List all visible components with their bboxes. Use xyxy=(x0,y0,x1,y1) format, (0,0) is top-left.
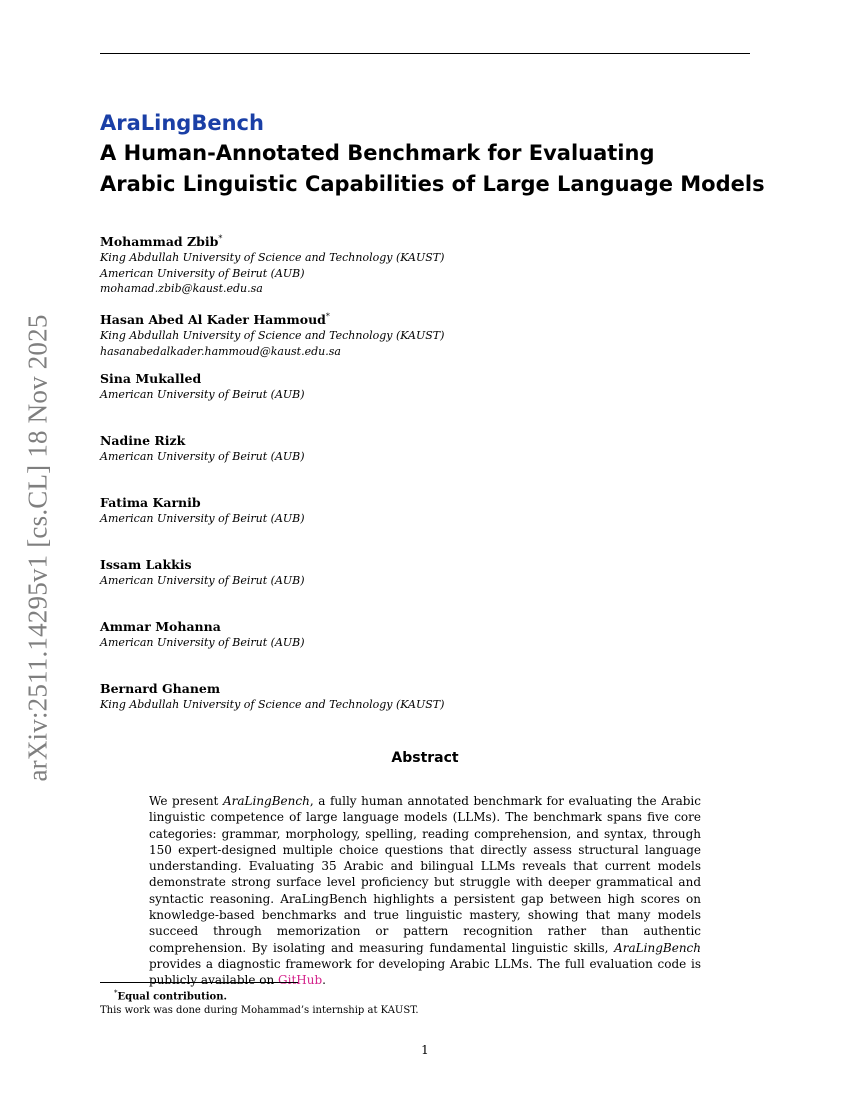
author-email: hasanabedalkader.hammoud@kaust.edu.sa xyxy=(100,344,341,358)
equal-contribution-mark: * xyxy=(218,234,223,243)
author-affiliation: King Abdullah University of Science and Technology (KAUST) xyxy=(100,698,445,711)
benchmark-name: AraLingBench xyxy=(222,794,310,808)
github-link[interactable]: GitHub xyxy=(278,973,323,988)
page-number: 1 xyxy=(421,1043,429,1057)
author-block xyxy=(100,230,700,308)
author-affiliation: American University of Beirut (AUB) xyxy=(100,574,305,587)
author-affiliation: American University of Beirut (AUB) xyxy=(100,512,305,525)
footnote-mark: * xyxy=(114,989,118,997)
abstract-body xyxy=(149,793,701,989)
abstract-text: We present xyxy=(149,794,223,808)
author-block xyxy=(100,556,700,618)
author-affiliation: King Abdullah University of Science and Technology (KAUST) xyxy=(100,329,445,343)
author-affiliation: American University of Beirut (AUB) xyxy=(100,636,305,649)
abstract-heading: Abstract xyxy=(391,750,459,766)
benchmark-name: AraLingBench xyxy=(614,940,701,955)
author-affiliation: American University of Beirut (AUB) xyxy=(100,266,305,280)
footnote-text: Equal contribution. xyxy=(117,991,227,1003)
author-name: Nadine Rizk xyxy=(100,433,186,448)
author-affiliation: American University of Beirut (AUB) xyxy=(100,450,305,463)
footnote-internship: This work was done during Mohammad’s internship at KAUST. xyxy=(100,1005,419,1017)
paper-title-name: AraLingBench xyxy=(100,111,264,135)
author-email: mohamad.zbib@kaust.edu.sa xyxy=(100,282,263,296)
author-name: Bernard Ghanem xyxy=(100,681,221,696)
abstract-text: provides a diagnostic framework for developing Arabic LLMs. The full evaluation code is publicly available on xyxy=(149,956,701,988)
author-affiliation: King Abdullah University of Science and Technology (KAUST) xyxy=(100,251,445,265)
footnotes xyxy=(100,986,419,1018)
abstract-text: . xyxy=(322,973,326,988)
author-block xyxy=(100,494,700,556)
author-name: Hasan Abed Al Kader Hammoud xyxy=(100,312,326,328)
footnote-equal-contribution xyxy=(100,986,419,1004)
title-block xyxy=(100,108,765,200)
footnote-rule xyxy=(100,982,298,983)
author-list xyxy=(100,230,700,713)
author-name: Fatima Karnib xyxy=(100,495,201,510)
arxiv-stamp: arXiv:2511.14295v1 [cs.CL] 18 Nov 2025 xyxy=(22,314,53,782)
author-name: Sina Mukalled xyxy=(100,371,202,386)
author-block xyxy=(100,308,700,370)
author-affiliation: American University of Beirut (AUB) xyxy=(100,388,305,401)
header-rule xyxy=(100,53,750,54)
author-name: Mohammad Zbib xyxy=(100,234,219,250)
author-name: Ammar Mohanna xyxy=(100,619,221,634)
abstract-text: , a fully human annotated benchmark for evaluating the Arabic linguistic competence of large language models (LLMs). The benchmark spans five core categories: grammar, morphology, spelling, reading comprehension, and syntax, through 150 expert-designed multiple choice questions that directly assess structural language understanding. Evaluating 35 Arabic and bilingual LLMs reveals that current models demonstrate strong surface level proficiency but struggle with deeper grammatical and syntactic reasoning. AraLingBench highlights a persistent gap between high scores on knowledge-based benchmarks and true linguistic mastery, showing that many models succeed through memorization or pattern recognition rather than authentic comprehension. By isolating and measuring fundamental linguistic skills, xyxy=(149,794,701,955)
paper-title-line-2: Arabic Linguistic Capabilities of Large Language Models xyxy=(100,172,765,196)
paper-title-line-1: A Human-Annotated Benchmark for Evaluating xyxy=(100,141,655,165)
author-name: Issam Lakkis xyxy=(100,557,192,572)
author-block xyxy=(100,680,700,713)
author-block xyxy=(100,370,700,432)
author-block xyxy=(100,618,700,680)
equal-contribution-mark: * xyxy=(325,312,330,321)
author-block xyxy=(100,432,700,494)
